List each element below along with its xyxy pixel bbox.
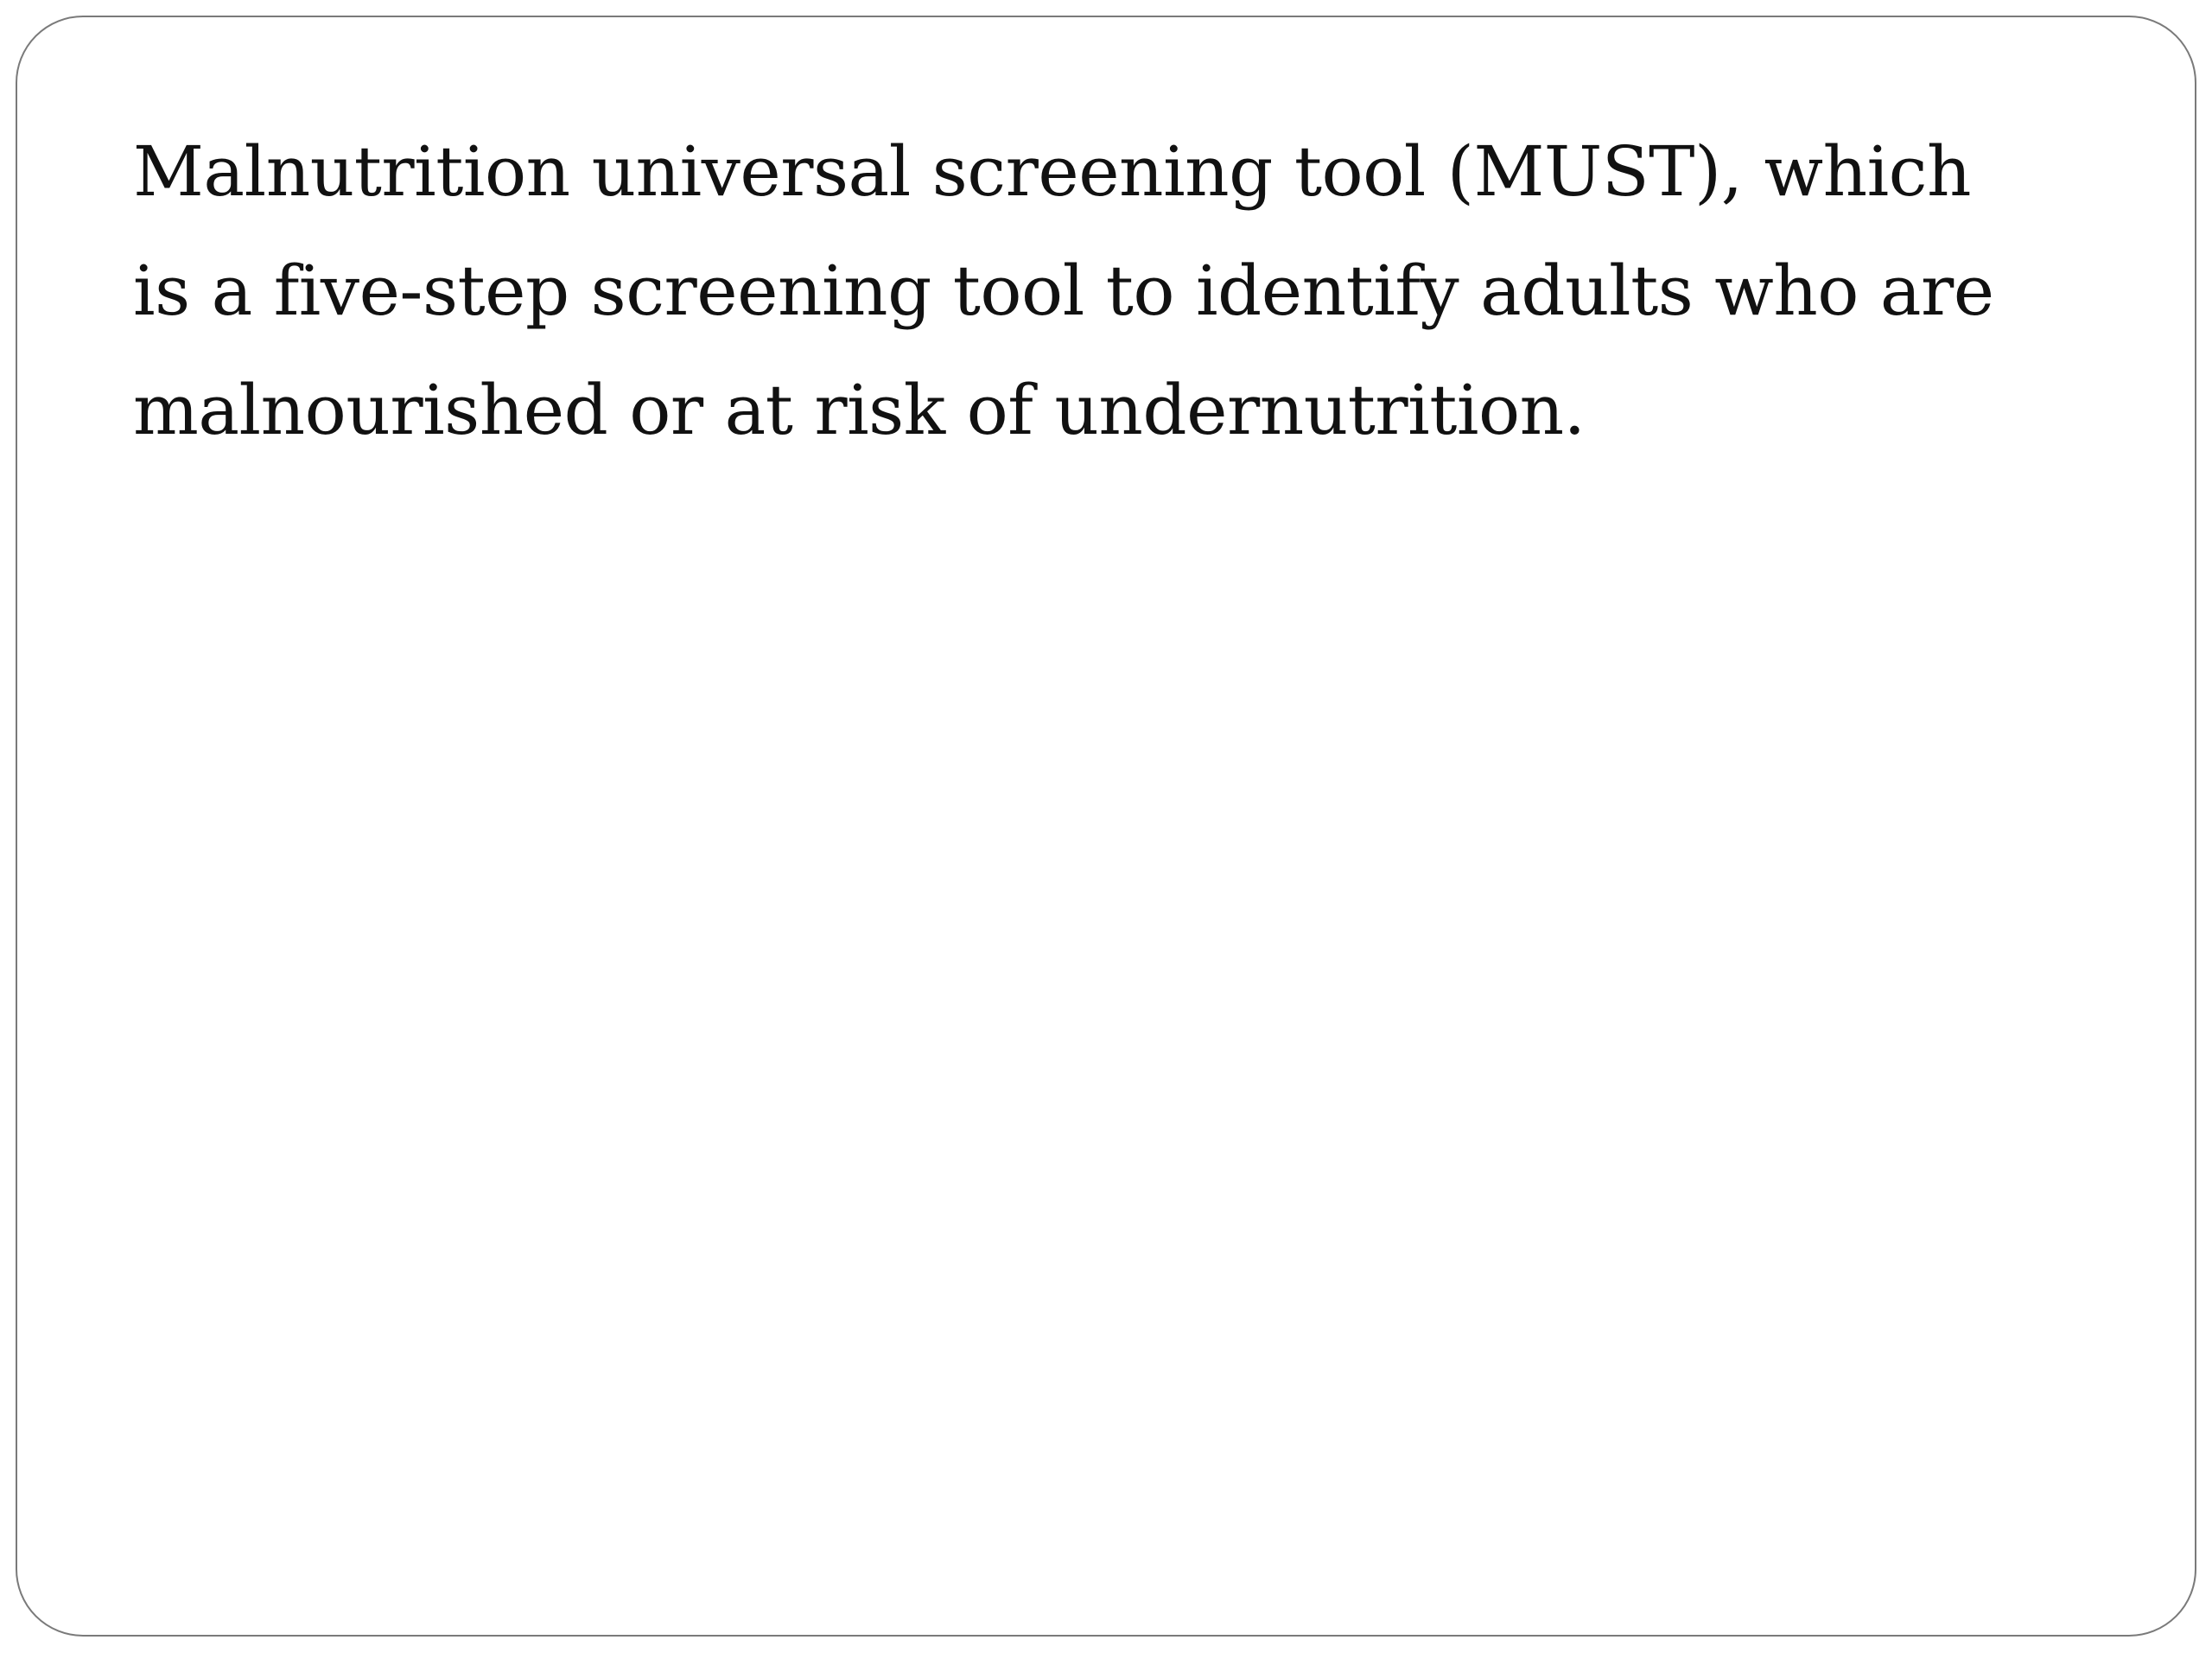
- body-line-3: malnourished or at risk of undernutrition.: [133, 370, 1586, 450]
- slide-body-text: [133, 112, 2120, 470]
- body-line-1: Malnutrition universal screening tool (MUST), which: [133, 131, 1971, 212]
- body-line-2: is a five-step screening tool to identify adults who are: [133, 251, 1994, 331]
